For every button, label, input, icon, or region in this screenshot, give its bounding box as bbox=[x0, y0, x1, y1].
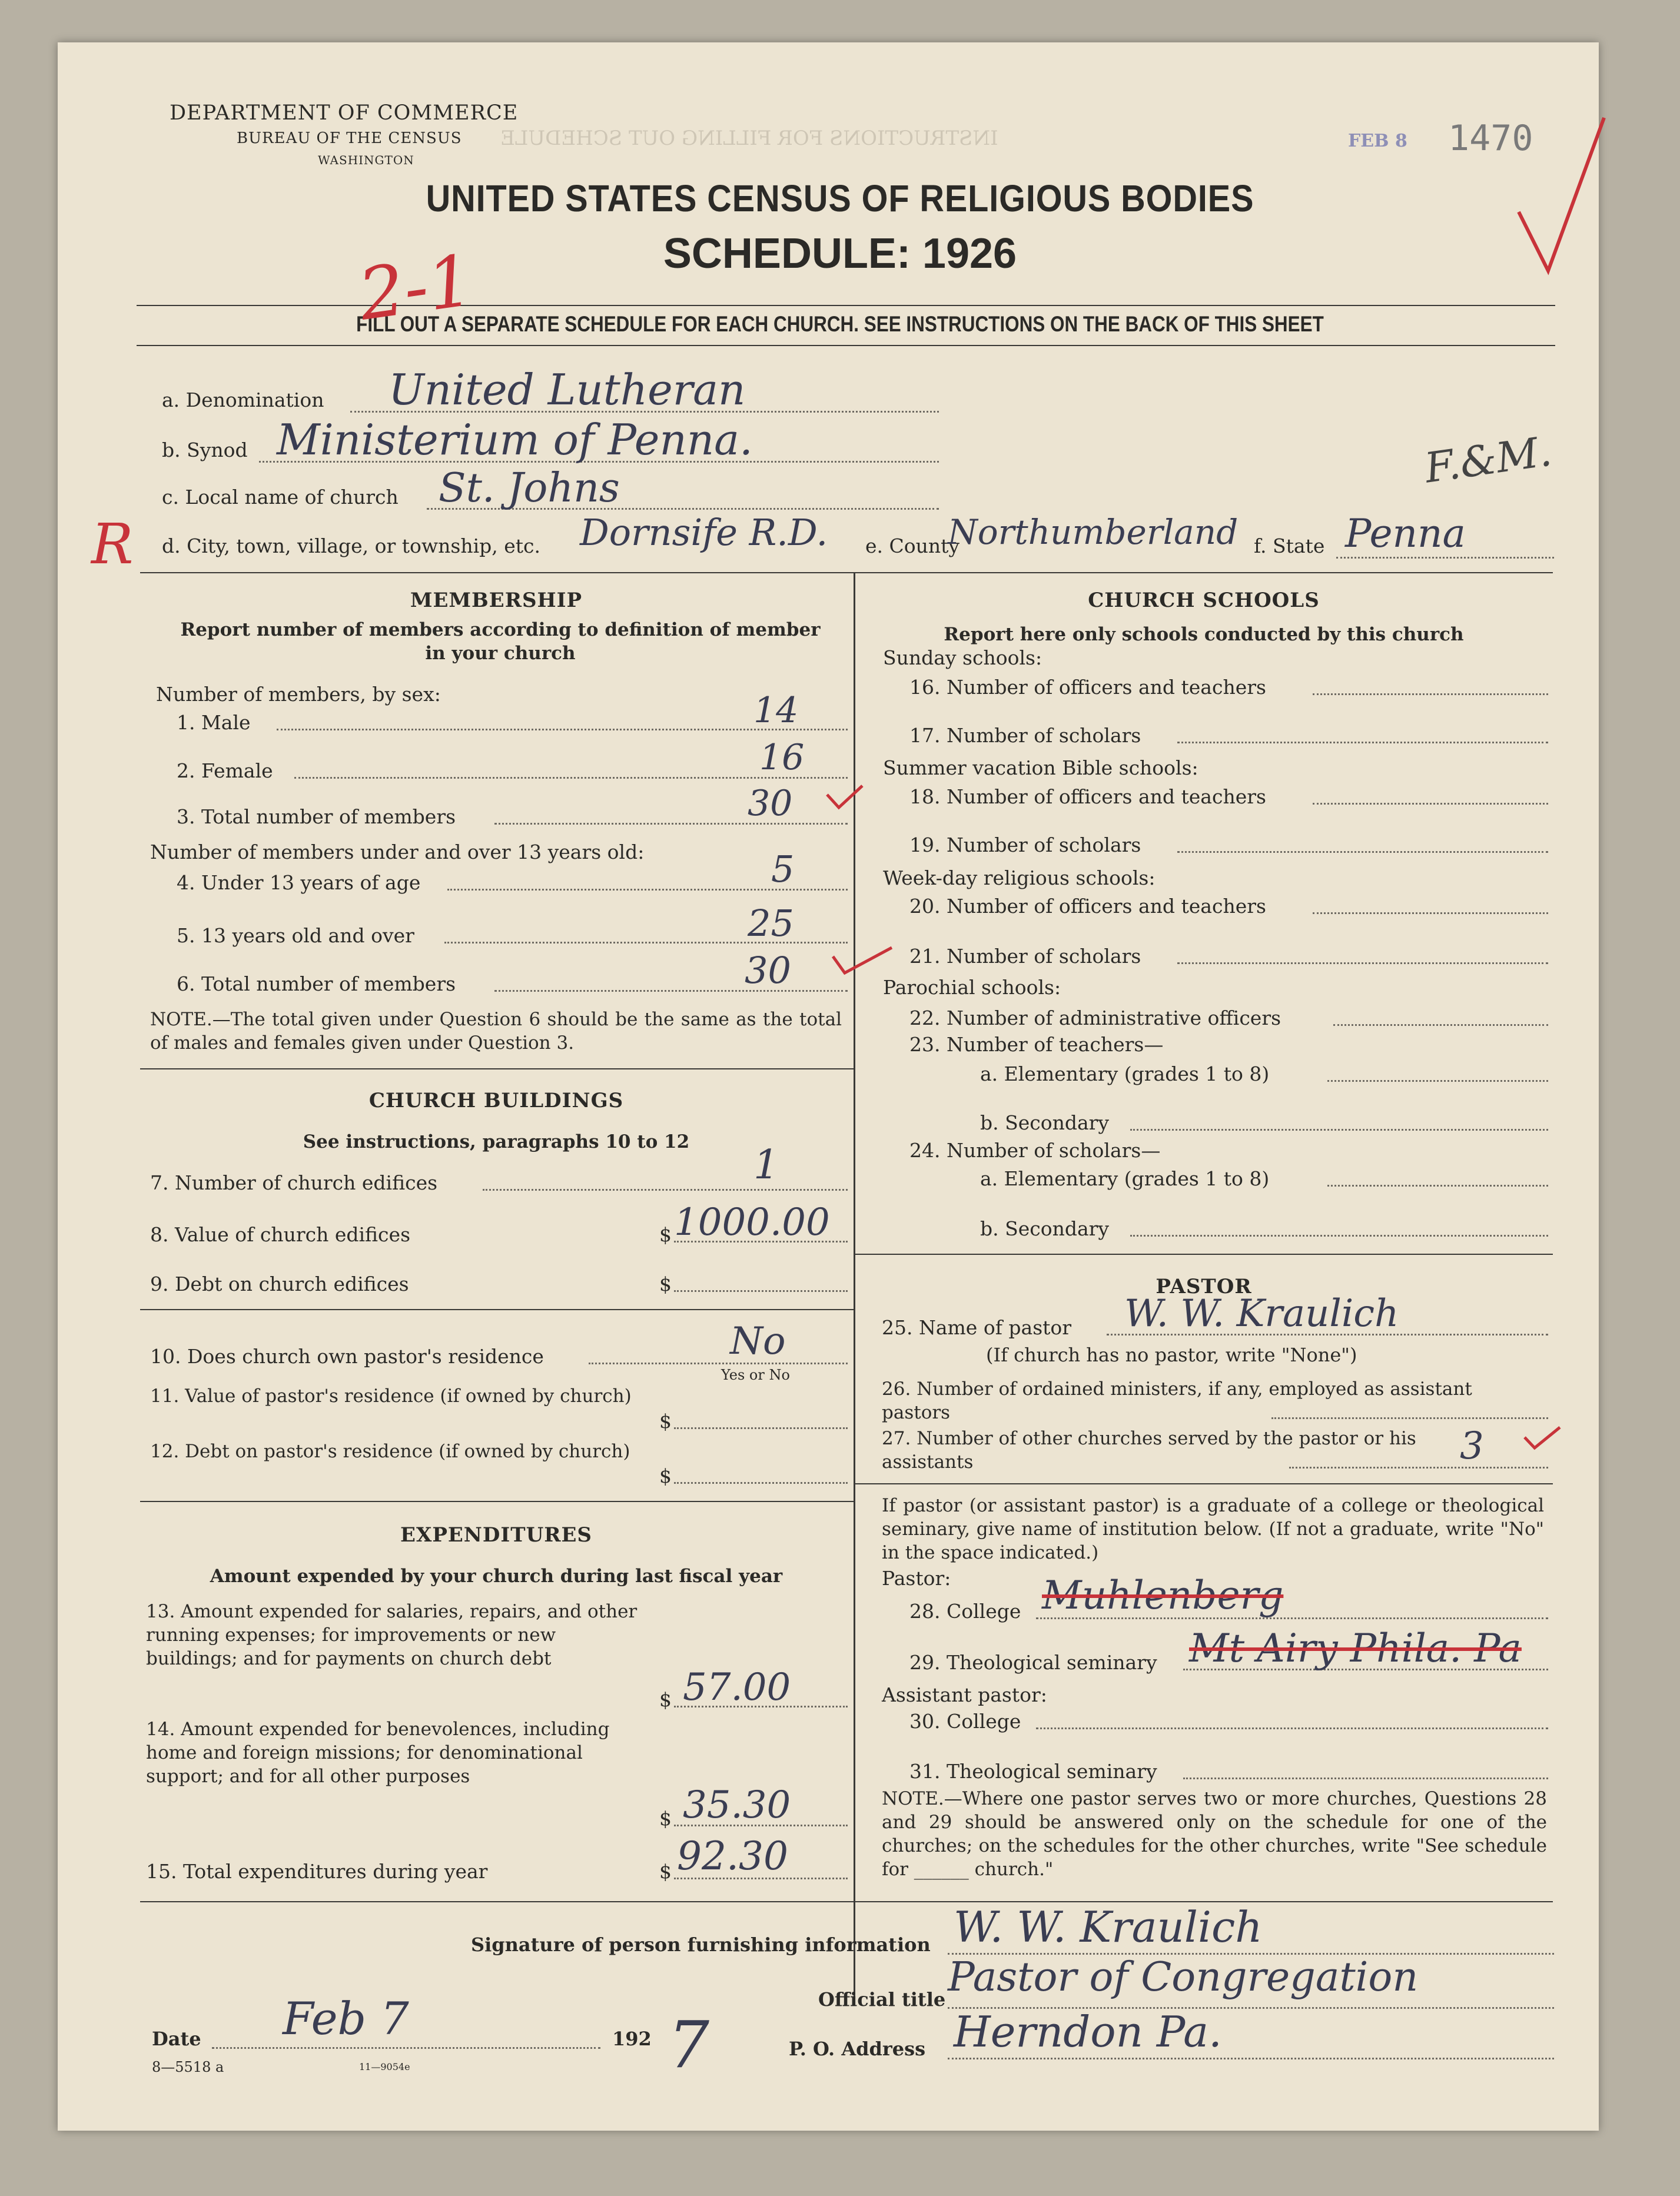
red-tick-icon bbox=[830, 945, 895, 977]
date-value[interactable]: Feb 7 bbox=[283, 1992, 409, 2045]
q15-total-value[interactable]: 92.30 bbox=[677, 1833, 788, 1879]
denomination-value[interactable]: United Lutheran bbox=[389, 365, 746, 414]
q2-female-label: 2. Female bbox=[177, 759, 273, 782]
q9-debt-label: 9. Debt on church edifices bbox=[150, 1273, 409, 1295]
margin-annotation: F.&M. bbox=[1422, 427, 1555, 493]
membership-note: NOTE.—The total given under Question 6 should be the same as the total of males and females given under Question 3. bbox=[150, 1009, 842, 1054]
q23-label: 23. Number of teachers— bbox=[909, 1033, 1164, 1056]
q5-over13-value[interactable]: 25 bbox=[748, 902, 794, 945]
q12-debt-residence-label: 12. Debt on pastor's residence (if owned by church) bbox=[150, 1441, 630, 1462]
date-line bbox=[212, 2047, 600, 2049]
q30-label: 30. College bbox=[909, 1710, 1021, 1733]
denomination-label: a. Denomination bbox=[162, 388, 324, 411]
expenditures-subtitle: Amount expended by your church during last fiscal year bbox=[210, 1566, 783, 1587]
q7-line bbox=[483, 1189, 848, 1191]
q16-line bbox=[1313, 693, 1548, 695]
section-top-rule bbox=[140, 572, 1553, 573]
q10-hint: Yes or No bbox=[721, 1367, 790, 1383]
q8-value[interactable]: 1000.00 bbox=[674, 1201, 830, 1244]
q14-value[interactable]: 35.30 bbox=[683, 1783, 791, 1827]
po-address-label: P. O. Address bbox=[789, 2038, 926, 2060]
dollar-sign: $ bbox=[659, 1273, 672, 1295]
q19-label: 19. Number of scholars bbox=[909, 833, 1141, 856]
q10-residence-label: 10. Does church own pastor's residence bbox=[150, 1345, 544, 1368]
buildings-title: CHURCH BUILDINGS bbox=[368, 1089, 624, 1112]
year-value[interactable]: 7 bbox=[668, 2007, 709, 2082]
city-line: WASHINGTON bbox=[318, 153, 414, 167]
q26-line bbox=[1271, 1417, 1548, 1419]
graduate-note: If pastor (or assistant pastor) is a graduate of a college or theological seminary, give name of institution below. (If not a graduate, write "No" in the space indicated.) bbox=[882, 1495, 1544, 1563]
buildings-mid-rule bbox=[140, 1309, 854, 1310]
q20-label: 20. Number of officers and teachers bbox=[909, 895, 1266, 918]
dollar-sign: $ bbox=[659, 1410, 672, 1433]
q10-line bbox=[589, 1363, 848, 1364]
q3-total-value[interactable]: 30 bbox=[748, 783, 793, 824]
pastor-title: PASTOR bbox=[1156, 1275, 1252, 1298]
summer-schools-label: Summer vacation Bible schools: bbox=[883, 756, 1198, 779]
q7-edifices-label: 7. Number of church edifices bbox=[150, 1171, 438, 1194]
q30-line bbox=[1036, 1727, 1548, 1729]
q4-under13-value[interactable]: 5 bbox=[771, 848, 795, 891]
po-address-value[interactable]: Herndon Pa. bbox=[954, 2007, 1222, 2057]
signature-label: Signature of person furnishing information bbox=[471, 1933, 931, 1956]
department-name: DEPARTMENT OF COMMERCE bbox=[170, 101, 519, 125]
q5-over13-label: 5. 13 years old and over bbox=[177, 924, 414, 947]
footer-top-rule bbox=[140, 1901, 1553, 1902]
q25-hint: (If church has no pastor, write "None") bbox=[986, 1344, 1357, 1366]
q31-line bbox=[1183, 1778, 1548, 1779]
form-title: UNITED STATES CENSUS OF RELIGIOUS BODIES bbox=[426, 177, 1254, 220]
q22-label: 22. Number of administrative officers bbox=[909, 1006, 1281, 1029]
q29-label: 29. Theological seminary bbox=[909, 1651, 1157, 1674]
membership-intro: Report number of members according to definition of member in your church bbox=[180, 619, 821, 664]
dollar-sign: $ bbox=[659, 1688, 672, 1711]
local-name-value[interactable]: St. Johns bbox=[439, 465, 620, 511]
state-value[interactable]: Penna bbox=[1345, 511, 1466, 556]
q17-line bbox=[1177, 742, 1548, 743]
print-code: 11—9054e bbox=[359, 2061, 410, 2072]
red-tick-icon bbox=[824, 783, 865, 812]
signature-value[interactable]: W. W. Kraulich bbox=[954, 1902, 1263, 1952]
q24b-label: b. Secondary bbox=[980, 1217, 1110, 1240]
members-by-sex-label: Number of members, by sex: bbox=[156, 683, 441, 706]
q15-total-label: 15. Total expenditures during year bbox=[146, 1860, 488, 1883]
dollar-sign: $ bbox=[659, 1223, 672, 1246]
q25-pastor-value[interactable]: W. W. Kraulich bbox=[1124, 1292, 1399, 1335]
schedule-year: SCHEDULE: 1926 bbox=[663, 230, 1017, 277]
q13-value[interactable]: 57.00 bbox=[683, 1666, 791, 1709]
instruction-bar: FILL OUT A SEPARATE SCHEDULE FOR EACH CHURCH. SEE INSTRUCTIONS ON THE BACK OF THIS SHEET bbox=[356, 312, 1324, 336]
q19-line bbox=[1177, 851, 1548, 853]
red-sequence-number: 2-1 bbox=[354, 240, 478, 337]
red-checkmark-icon bbox=[1507, 106, 1613, 283]
received-stamp-date: FEB 8 bbox=[1348, 131, 1407, 151]
official-title-value[interactable]: Pastor of Congregation bbox=[948, 1954, 1419, 2001]
q18-line bbox=[1313, 803, 1548, 805]
q1-male-label: 1. Male bbox=[177, 711, 251, 734]
q20-line bbox=[1313, 912, 1548, 914]
dollar-sign: $ bbox=[659, 1807, 672, 1830]
q8-value-label: 8. Value of church edifices bbox=[150, 1223, 411, 1246]
expenditures-title: EXPENDITURES bbox=[400, 1523, 592, 1547]
q2-female-value[interactable]: 16 bbox=[759, 737, 805, 778]
assistant-heading: Assistant pastor: bbox=[882, 1683, 1047, 1706]
q9-line bbox=[674, 1290, 848, 1292]
po-address-line bbox=[948, 2058, 1554, 2059]
buildings-bottom-rule bbox=[140, 1501, 854, 1502]
membership-title: MEMBERSHIP bbox=[410, 589, 583, 612]
schools-title: CHURCH SCHOOLS bbox=[1088, 589, 1320, 612]
date-label: Date bbox=[152, 2028, 201, 2050]
pastor-mid-rule bbox=[854, 1483, 1553, 1484]
q12-line bbox=[674, 1482, 848, 1484]
q4-under13-label: 4. Under 13 years of age bbox=[177, 871, 421, 894]
q16-label: 16. Number of officers and teachers bbox=[909, 676, 1266, 699]
q23b-line bbox=[1130, 1129, 1548, 1131]
q23a-line bbox=[1327, 1080, 1548, 1082]
q27-label: 27. Number of other churches served by the pastor or his assistants bbox=[882, 1428, 1416, 1473]
weekday-schools-label: Week-day religious schools: bbox=[883, 866, 1156, 889]
q1-male-value[interactable]: 14 bbox=[753, 690, 799, 731]
q24b-line bbox=[1130, 1235, 1548, 1237]
pastor-note: NOTE.—Where one pastor serves two or more churches, Questions 28 and 29 should be answered only on the schedule for one of the churches; on the schedules for the other churches, write "See schedule for ______ church." bbox=[882, 1788, 1547, 1880]
q22-line bbox=[1333, 1024, 1548, 1026]
q27-value[interactable]: 3 bbox=[1460, 1424, 1484, 1468]
city-label: d. City, town, village, or township, etc. bbox=[162, 534, 541, 557]
synod-value[interactable]: Ministerium of Penna. bbox=[277, 415, 753, 464]
q21-label: 21. Number of scholars bbox=[909, 945, 1141, 968]
synod-label: b. Synod bbox=[162, 438, 248, 461]
q25-label: 25. Name of pastor bbox=[882, 1316, 1072, 1339]
header-rule-bottom bbox=[137, 345, 1555, 346]
membership-bottom-rule bbox=[140, 1068, 854, 1069]
q24-label: 24. Number of scholars— bbox=[909, 1139, 1161, 1162]
q28-college-value[interactable]: Muhlenberg bbox=[1042, 1573, 1284, 1618]
year-prefix: 192 bbox=[612, 2028, 652, 2050]
header-rule bbox=[137, 305, 1555, 306]
pastor-heading: Pastor: bbox=[882, 1567, 951, 1590]
q23b-label: b. Secondary bbox=[980, 1111, 1110, 1134]
buildings-subtitle: See instructions, paragraphs 10 to 12 bbox=[303, 1131, 690, 1152]
county-value[interactable]: Northumberland bbox=[948, 512, 1239, 552]
schools-bottom-rule bbox=[854, 1254, 1553, 1255]
q17-label: 17. Number of scholars bbox=[909, 724, 1141, 747]
q21-line bbox=[1177, 962, 1548, 964]
q23a-label: a. Elementary (grades 1 to 8) bbox=[980, 1062, 1270, 1085]
q29-seminary-value[interactable]: Mt Airy Phila. Pa bbox=[1189, 1626, 1522, 1671]
q6-total-value[interactable]: 30 bbox=[745, 949, 791, 992]
q28-label: 28. College bbox=[909, 1600, 1021, 1623]
q24a-line bbox=[1327, 1185, 1548, 1187]
reverse-side-show-through: INSTRUCTIONS FOR FILLING OUT SCHEDULE bbox=[500, 127, 998, 150]
red-tick-icon bbox=[1522, 1424, 1563, 1454]
q11-value-residence-label: 11. Value of pastor's residence (if owned by church) bbox=[150, 1386, 632, 1407]
form-number: 8—5518 a bbox=[152, 2059, 224, 2075]
parochial-schools-label: Parochial schools: bbox=[883, 976, 1061, 999]
q7-edifices-value[interactable]: 1 bbox=[753, 1142, 779, 1188]
age-intro-label: Number of members under and over 13 years old: bbox=[150, 840, 645, 863]
bureau-name: BUREAU OF THE CENSUS bbox=[237, 129, 462, 147]
red-r-mark: R bbox=[91, 512, 134, 577]
q6-total-label: 6. Total number of members bbox=[177, 972, 456, 995]
q24a-label: a. Elementary (grades 1 to 8) bbox=[980, 1167, 1270, 1190]
received-stamp-number: 1470 bbox=[1448, 118, 1533, 159]
q27-line bbox=[1289, 1467, 1548, 1469]
official-title-label: Official title bbox=[818, 1988, 946, 2011]
city-value[interactable]: Dornsife R.D. bbox=[580, 511, 828, 554]
q13-label: 13. Amount expended for salaries, repairs, and other running expenses; for improvements or new buildings; and for payments on church debt bbox=[146, 1601, 638, 1669]
state-label: f. State bbox=[1254, 534, 1325, 557]
dollar-sign: $ bbox=[659, 1860, 672, 1883]
q3-line bbox=[494, 823, 848, 825]
q11-line bbox=[674, 1427, 848, 1429]
q14-label: 14. Amount expended for benevolences, including home and foreign missions; for denominational support; and for all other purposes bbox=[146, 1719, 610, 1787]
sunday-schools-label: Sunday schools: bbox=[883, 646, 1042, 669]
state-line bbox=[1336, 557, 1554, 559]
q26-label: 26. Number of ordained ministers, if any, employed as assistant pastors bbox=[882, 1378, 1472, 1423]
q10-residence-value[interactable]: No bbox=[730, 1320, 786, 1363]
q18-label: 18. Number of officers and teachers bbox=[909, 785, 1266, 808]
dollar-sign: $ bbox=[659, 1464, 672, 1487]
q31-label: 31. Theological seminary bbox=[909, 1760, 1157, 1783]
schools-subtitle: Report here only schools conducted by this church bbox=[944, 624, 1464, 645]
q6-line bbox=[494, 990, 848, 992]
q3-total-label: 3. Total number of members bbox=[177, 805, 456, 828]
local-name-label: c. Local name of church bbox=[162, 486, 399, 509]
county-label: e. County bbox=[865, 534, 960, 557]
